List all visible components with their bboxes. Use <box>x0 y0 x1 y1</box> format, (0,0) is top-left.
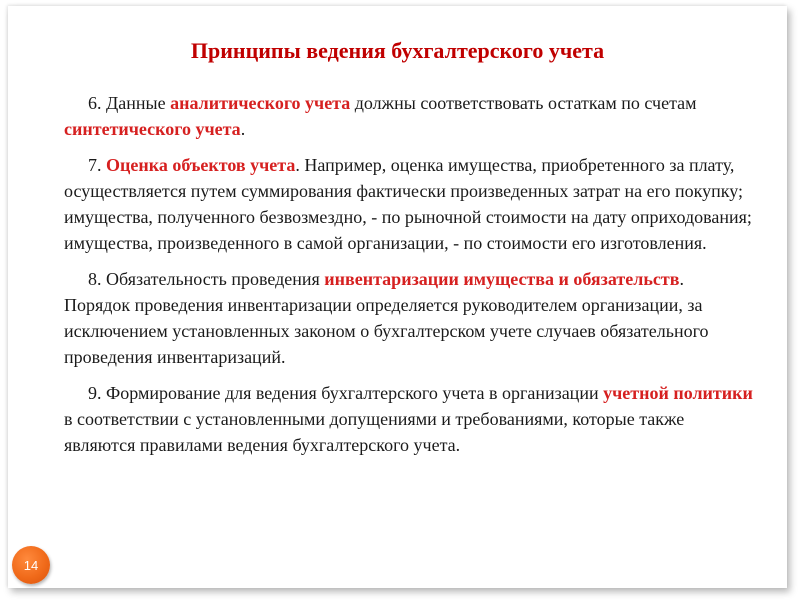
principle-6-text-2: должны соответствовать остаткам по счетам <box>350 93 697 113</box>
slide-title: Принципы ведения бухгалтерского учета <box>190 38 605 63</box>
principle-6-highlight-analytical: аналитического учета <box>170 93 351 113</box>
principle-6-highlight-synthetic: синтетического учета <box>64 119 241 139</box>
page-number-badge: 14 <box>12 546 50 584</box>
slide-body <box>64 90 754 468</box>
principle-9-text-1: 9. Формирование для ведения бухгалтерского учета в организации <box>88 383 604 403</box>
slide <box>8 6 787 588</box>
principle-8-highlight-inventory: инвентаризации имущества и обязательств <box>324 269 680 289</box>
principle-8-text-2: . Порядок проведения инвентаризации определяется руководителем организации, за исключением установленных законом о бухгалтерском учете случаев обязательного проведения инвентаризаций. <box>64 269 709 367</box>
principle-6 <box>64 90 754 142</box>
principle-7 <box>64 152 754 256</box>
principle-7-text-1: 7. <box>88 155 106 175</box>
principle-8 <box>64 266 754 370</box>
principle-9-highlight-policy: учетной политики <box>603 383 753 403</box>
principle-9-text-2: в соответствии с установленными допущениями и требованиями, которые также являются правилами ведения бухгалтерского учета. <box>64 409 685 455</box>
principle-9 <box>64 380 754 458</box>
principle-7-text-2: . Например, оценка имущества, приобретенного за плату, осуществляется путем суммирования фактически произведенных затрат на его покупку; имущества, полученного безвозмездно, - по рыночной стоимости на дату оприходования; имущества, произведенного в самой организации, - по стоимости его изготовления. <box>64 155 752 253</box>
principle-8-text-1: 8. Обязательность проведения <box>88 269 325 289</box>
principle-7-highlight-valuation: Оценка объектов учета <box>106 155 296 175</box>
principle-6-text-1: 6. Данные <box>88 93 171 113</box>
principle-6-text-3: . <box>240 119 246 139</box>
